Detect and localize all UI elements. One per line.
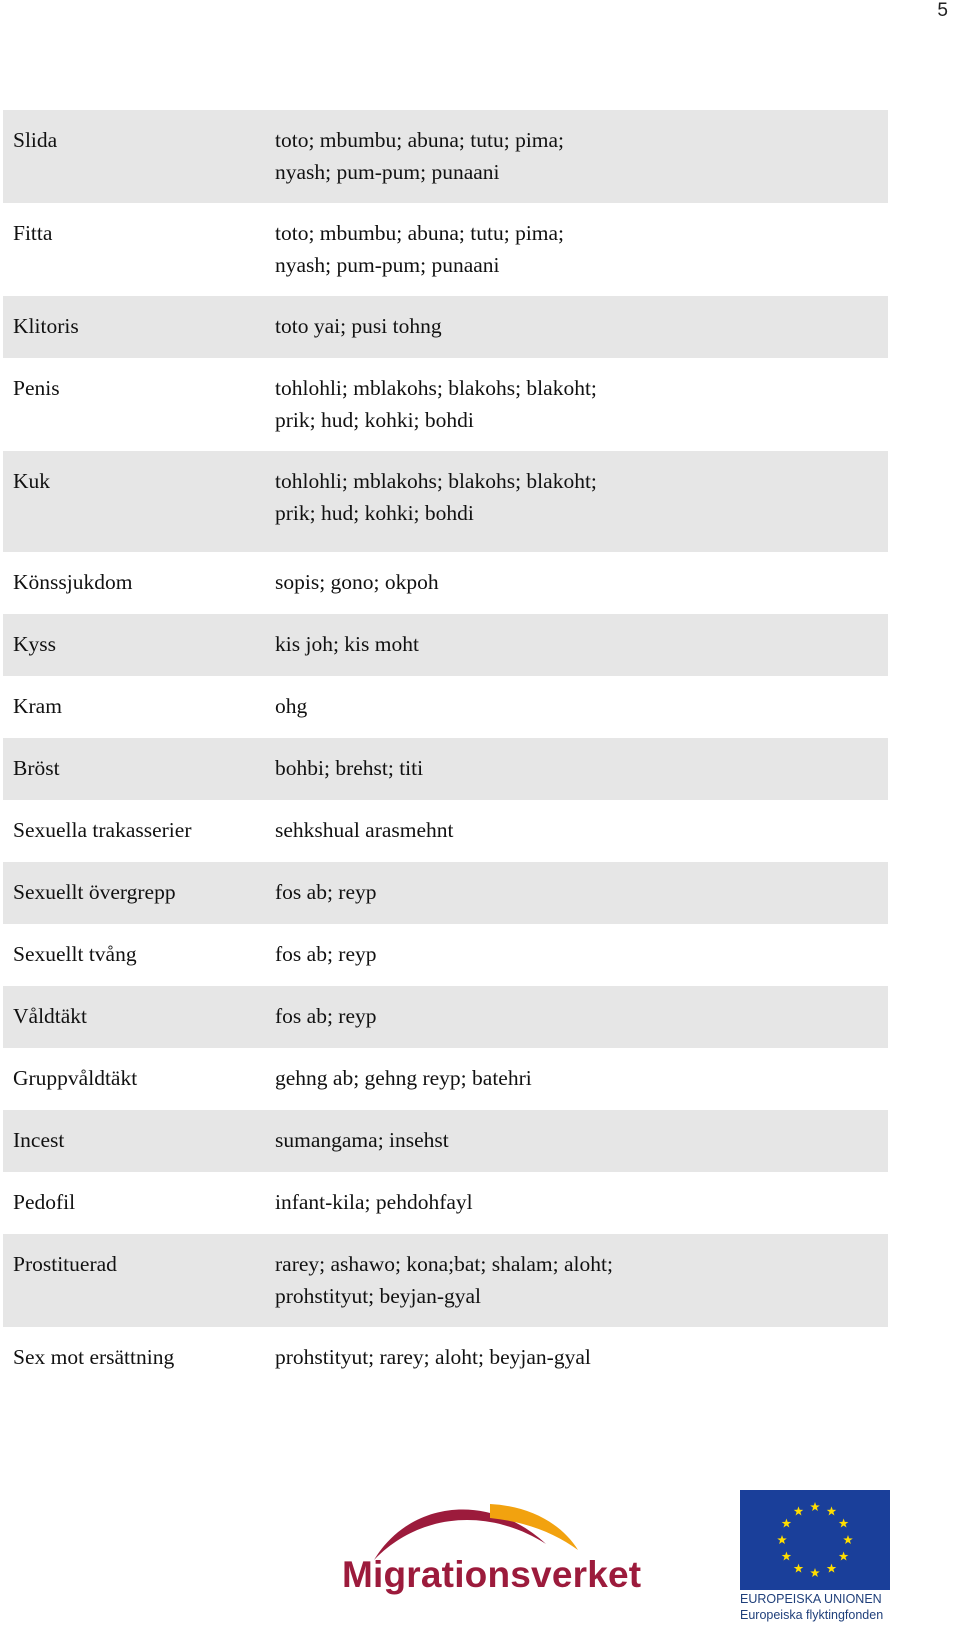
glossary-term: Incest bbox=[13, 1128, 65, 1152]
glossary-term: Sex mot ersättning bbox=[13, 1345, 175, 1369]
glossary-translation bbox=[275, 465, 888, 529]
glossary-row bbox=[3, 924, 888, 986]
glossary-row bbox=[3, 203, 888, 296]
translation-line: kis joh; kis moht bbox=[275, 632, 419, 656]
translation-line: toto yai; pusi tohng bbox=[275, 314, 442, 338]
glossary-translation bbox=[275, 938, 888, 970]
glossary-translation bbox=[275, 1248, 888, 1312]
glossary-term: Slida bbox=[13, 128, 58, 152]
glossary-translation bbox=[275, 372, 888, 436]
glossary-row bbox=[3, 1327, 888, 1389]
glossary-term: Pedofil bbox=[13, 1190, 76, 1214]
glossary-row bbox=[3, 451, 888, 552]
glossary-translation bbox=[275, 1062, 888, 1094]
glossary-row bbox=[3, 1110, 888, 1172]
glossary-term: Prostituerad bbox=[13, 1252, 117, 1276]
glossary-translation bbox=[275, 566, 888, 598]
glossary-term: Klitoris bbox=[13, 314, 79, 338]
glossary-term: Fitta bbox=[13, 221, 53, 245]
glossary-translation bbox=[275, 1124, 888, 1156]
translation-line: prohstityut; beyjan-gyal bbox=[275, 1284, 482, 1308]
glossary-term: Sexuellt tvång bbox=[13, 942, 137, 966]
translation-line: sehkshual arasmehnt bbox=[275, 818, 454, 842]
glossary-translation bbox=[275, 814, 888, 846]
eu-caption-line2: Europeiska flyktingfonden bbox=[740, 1608, 884, 1622]
glossary-row bbox=[3, 110, 888, 203]
translation-line: sumangama; insehst bbox=[275, 1128, 449, 1152]
glossary-term: Kuk bbox=[13, 469, 51, 493]
glossary-translation bbox=[275, 310, 888, 342]
translation-line: fos ab; reyp bbox=[275, 1004, 377, 1028]
translation-line: toto; mbumbu; abuna; tutu; pima; bbox=[275, 221, 565, 245]
glossary-term: Sexuellt övergrepp bbox=[13, 880, 176, 904]
glossary-translation bbox=[275, 752, 888, 784]
glossary-translation bbox=[275, 217, 888, 281]
page-number: 5 bbox=[937, 0, 948, 21]
translation-line: infant-kila; pehdohfayl bbox=[275, 1190, 473, 1214]
glossary-term: Bröst bbox=[13, 756, 60, 780]
translation-line: tohlohli; mblakohs; blakohs; blakoht; bbox=[275, 469, 597, 493]
migrationsverket-wordmark: Migrationsverket bbox=[342, 1554, 642, 1595]
translation-line: fos ab; reyp bbox=[275, 880, 377, 904]
translation-line: prik; hud; kohki; bohdi bbox=[275, 408, 474, 432]
translation-line: prohstityut; rarey; aloht; beyjan-gyal bbox=[275, 1345, 591, 1369]
translation-line: gehng ab; gehng reyp; batehri bbox=[275, 1066, 532, 1090]
glossary-table bbox=[3, 110, 888, 1389]
glossary-translation bbox=[275, 1341, 888, 1373]
glossary-term: Gruppvåldtäkt bbox=[13, 1066, 138, 1090]
translation-line: ohg bbox=[275, 694, 308, 718]
translation-line: prik; hud; kohki; bohdi bbox=[275, 501, 474, 525]
glossary-translation bbox=[275, 1000, 888, 1032]
glossary-row bbox=[3, 1048, 888, 1110]
translation-line: sopis; gono; okpoh bbox=[275, 570, 439, 594]
glossary-row bbox=[3, 614, 888, 676]
translation-line: bohbi; brehst; titi bbox=[275, 756, 424, 780]
glossary-translation bbox=[275, 124, 888, 188]
migrationsverket-logo bbox=[340, 1498, 640, 1606]
translation-line: nyash; pum-pum; punaani bbox=[275, 253, 500, 277]
glossary-translation bbox=[275, 690, 888, 722]
glossary-term: Kram bbox=[13, 694, 62, 718]
translation-line: tohlohli; mblakohs; blakohs; blakoht; bbox=[275, 376, 597, 400]
glossary-term: Kyss bbox=[13, 632, 57, 656]
eu-flag-icon bbox=[740, 1490, 890, 1590]
glossary-translation bbox=[275, 628, 888, 660]
glossary-term: Våldtäkt bbox=[13, 1004, 88, 1028]
translation-line: fos ab; reyp bbox=[275, 942, 377, 966]
glossary-row bbox=[3, 296, 888, 358]
eu-caption-line1: EUROPEISKA UNIONEN bbox=[740, 1592, 882, 1606]
translation-line: nyash; pum-pum; punaani bbox=[275, 160, 500, 184]
glossary-row bbox=[3, 1172, 888, 1234]
eu-logo bbox=[740, 1490, 892, 1620]
translation-line: rarey; ashawo; kona;bat; shalam; aloht; bbox=[275, 1252, 613, 1276]
glossary-translation bbox=[275, 876, 888, 908]
glossary-row bbox=[3, 862, 888, 924]
glossary-row bbox=[3, 800, 888, 862]
glossary-row bbox=[3, 358, 888, 451]
glossary-translation bbox=[275, 1186, 888, 1218]
glossary-row bbox=[3, 1234, 888, 1327]
translation-line: toto; mbumbu; abuna; tutu; pima; bbox=[275, 128, 565, 152]
glossary-term: Sexuella trakasserier bbox=[13, 818, 192, 842]
glossary-term: Könssjukdom bbox=[13, 570, 133, 594]
glossary-row bbox=[3, 738, 888, 800]
glossary-row bbox=[3, 986, 888, 1048]
glossary-row bbox=[3, 552, 888, 614]
glossary-row bbox=[3, 676, 888, 738]
glossary-term: Penis bbox=[13, 376, 60, 400]
